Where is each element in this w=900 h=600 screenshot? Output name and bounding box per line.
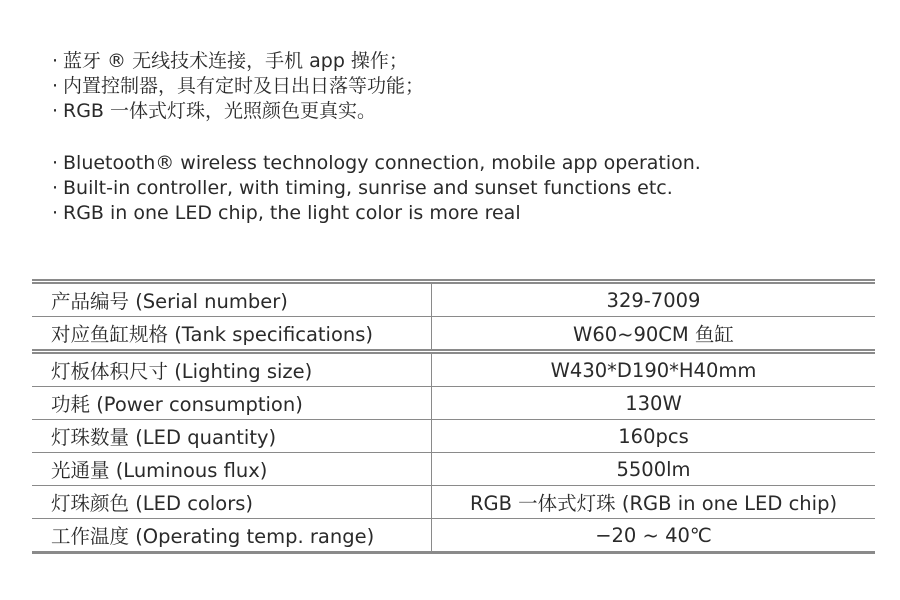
feature-line (52, 201, 701, 226)
bullet: · (52, 50, 59, 72)
spec-label: 灯板体积尺寸 (Lighting size) (32, 352, 432, 387)
spec-label: 功耗 (Power consumption) (32, 387, 432, 420)
spec-row (32, 317, 875, 352)
spec-value: 130W (432, 387, 876, 420)
spec-table (32, 279, 875, 554)
bullet: · (52, 152, 59, 174)
spec-row (32, 387, 875, 420)
spec-value: W60~90CM 鱼缸 (432, 317, 876, 352)
spec-value: 329-7009 (432, 282, 876, 317)
feature-text: 内置控制器，具有定时及日出日落等功能； (63, 75, 425, 97)
features-list-chinese (52, 49, 424, 124)
spec-row (32, 282, 875, 317)
feature-line (52, 74, 424, 99)
spec-value: −20 ~ 40℃ (432, 519, 876, 553)
bullet: · (52, 177, 59, 199)
spec-row (32, 453, 875, 486)
spec-row (32, 420, 875, 453)
spec-value: W430*D190*H40mm (432, 352, 876, 387)
feature-text: Built-in controller, with timing, sunrise and sunset functions etc. (63, 177, 673, 199)
features-list-english (52, 151, 701, 226)
spec-row (32, 352, 875, 387)
feature-line (52, 176, 701, 201)
feature-text: Bluetooth® wireless technology connection, mobile app operation. (63, 152, 701, 174)
bullet: · (52, 75, 59, 97)
spec-label: 工作温度 (Operating temp. range) (32, 519, 432, 553)
feature-text: 蓝牙 ® 无线技术连接，手机 app 操作； (63, 50, 408, 72)
spec-value: 160pcs (432, 420, 876, 453)
spec-row (32, 519, 875, 553)
bullet: · (52, 100, 59, 122)
feature-line (52, 151, 701, 176)
feature-line (52, 49, 424, 74)
spec-value: RGB 一体式灯珠 (RGB in one LED chip) (432, 486, 876, 519)
spec-value: 5500lm (432, 453, 876, 486)
feature-text: RGB 一体式灯珠，光照颜色更真实。 (63, 100, 376, 122)
feature-line (52, 99, 424, 124)
spec-label: 产品编号 (Serial number) (32, 282, 432, 317)
spec-row (32, 486, 875, 519)
bullet: · (52, 202, 59, 224)
feature-text: RGB in one LED chip, the light color is more real (63, 202, 521, 224)
spec-label: 对应鱼缸规格 (Tank specifications) (32, 317, 432, 352)
spec-label: 灯珠数量 (LED quantity) (32, 420, 432, 453)
spec-label: 灯珠颜色 (LED colors) (32, 486, 432, 519)
spec-label: 光通量 (Luminous flux) (32, 453, 432, 486)
